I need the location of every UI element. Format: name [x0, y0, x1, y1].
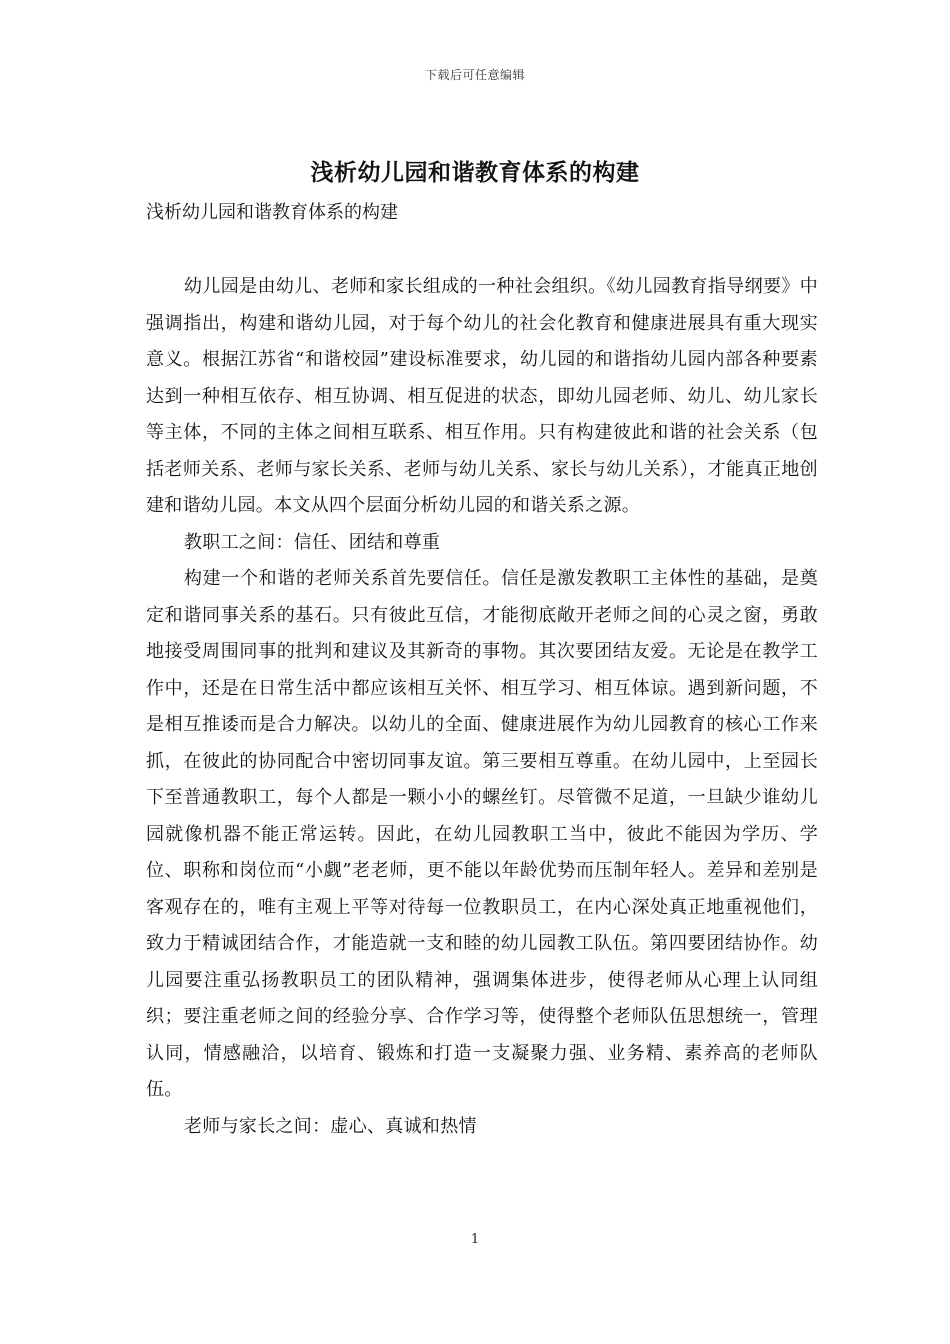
document-title: 浅析幼儿园和谐教育体系的构建	[310, 159, 640, 186]
document-subtitle: 浅析幼儿园和谐教育体系的构建	[146, 202, 398, 223]
intro-paragraph: 幼儿园是由幼儿、老师和家长组成的一种社会组织。《幼儿园教育指导纲要》中强调指出，构建和谐幼儿园，对于每个幼儿的社会化教育和健康进展具有重大现实意义。根据江苏省“和谐校园”建设标准要求，幼儿园的和谐指幼儿园内部各种要素达到一种相互依存、相互协调、相互促进的状态，即幼儿园老师、幼儿、幼儿家长等主体，不同的主体之间相互联系、相互作用。只有构建彼此和谐的社会关系（包括老师关系、老师与家长关系、老师与幼儿关系、家长与幼儿关系），才能真正地创建和谐幼儿园。本文从四个层面分析幼儿园的和谐关系之源。	[146, 276, 818, 516]
section-heading-teacher-parent: 老师与家长之间：虚心、真诚和热情	[184, 1115, 477, 1137]
section-heading-staff: 教职工之间：信任、团结和尊重	[184, 531, 441, 553]
page-number: 1	[470, 1232, 480, 1247]
document-body	[146, 269, 818, 1145]
page-header-note: 下载后可任意编辑	[424, 68, 525, 82]
staff-relations-paragraph: 构建一个和谐的老师关系首先要信任。信任是激发教职工主体性的基础，是奠定和谐同事关系的基石。只有彼此互信，才能彻底敞开老师之间的心灵之窗，勇敢地接受周围同事的批判和建议及其新奇的事物。其次要团结友爱。无论是在教学工作中，还是在日常生活中都应该相互关怀、相互学习、相互体谅。遇到新问题，不是相互推诿而是合力解决。以幼儿的全面、健康进展作为幼儿园教育的核心工作来抓，在彼此的协同配合中密切同事友谊。第三要相互尊重。在幼儿园中，上至园长下至普通教职工，每个人都是一颗小小的螺丝钉。尽管微不足道，一旦缺少谁幼儿园就像机器不能正常运转。因此，在幼儿园教职工当中，彼此不能因为学历、学位、职称和岗位而“小觑”老老师，更不能以年龄优势而压制年轻人。差异和差别是客观存在的，唯有主观上平等对待每一位教职员工，在内心深处真正地重视他们，致力于精诚团结合作，才能造就一支和睦的幼儿园教工队伍。第四要团结协作。幼儿园要注重弘扬教职员工的团队精神，强调集体进步，使得老师从心理上认同组织；要注重老师之间的经验分享、合作学习等，使得整个老师队伍思想统一，管理认同，情感融洽，以培育、锻炼和打造一支凝聚力强、业务精、素养高的老师队伍。	[146, 568, 818, 1100]
